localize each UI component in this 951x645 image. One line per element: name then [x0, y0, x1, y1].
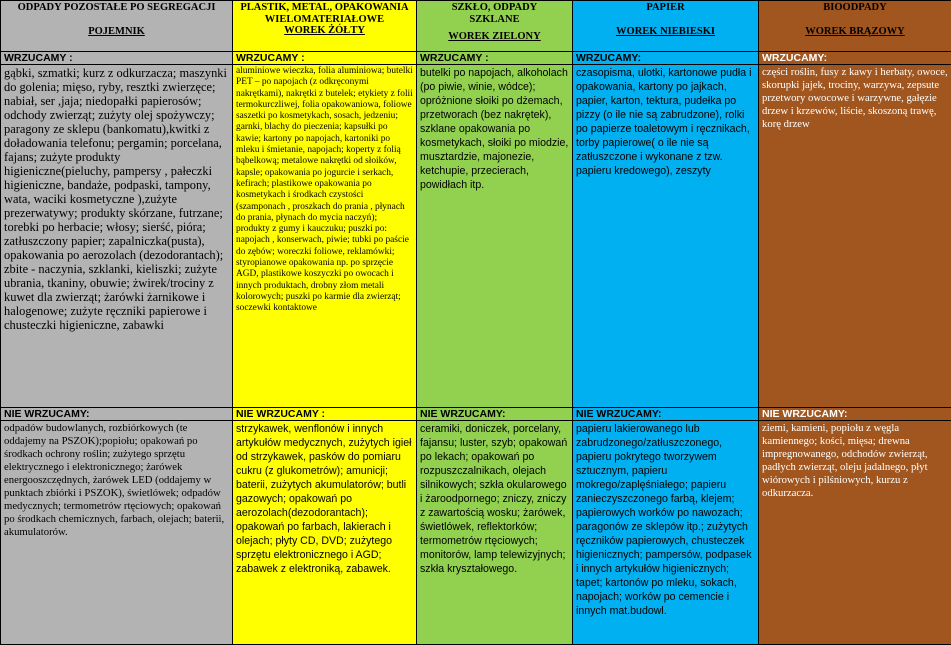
forbidden-glass: ceramiki, doniczek, porcelany, fajansu; luster, szyb; opakowań po lekach; opakowań po rozpuszczalnikach, olejach silnikowych; szkła okularowego i żaroodpornego; zniczy, zniczy z zawartością wosku; żarówek, świetlówek, reflektorków; termometrów rtęciowych; monitorów, lamp telewizyjnych; szkła kryształowego. [417, 421, 573, 645]
header-mixed-container: POJEMNIK [4, 26, 229, 38]
forbidden-row [1, 421, 951, 645]
allowed-glass: butelki po napojach, alkoholach (po piwie, winie, wódce); opróżnione słoiki po dżemach, przetworach (bez nakrętek), szklane opakowania po kosmetykach, słoiki po miodzie, musztardzie, majonezie, ketchupie, przecierach, powidłach itp. [417, 65, 573, 408]
header-bio-container: WOREK BRĄZOWY [762, 26, 948, 38]
header-plastic-title: PLASTIK, METAL, OPAKOWANIA WIELOMATERIAŁOWE [236, 2, 413, 25]
header-glass [417, 1, 573, 52]
forbidden-paper: papieru lakierowanego lub zabrudzonego/zatłuszczonego, papieru pokrytego tworzywem sztucznym, papieru mokrego/zaplęśniałego; papieru zanieczyszczonego farbą, klejem; papierowych worków po nawozach; paragonów ze sklepów itp.; zużytych ręczników papierowych, chusteczek higienicznych; pampersów, podpasek i innych artykułów higienicznych; tapet; kartonów po mleku, sokach, napojach; worków po cemencie i innych mat.budowl. [573, 421, 759, 645]
header-bio [759, 1, 951, 52]
header-paper-container: WOREK NIEBIESKI [576, 26, 755, 38]
header-paper [573, 1, 759, 52]
allowed-mixed: gąbki, szmatki; kurz z odkurzacza; maszynki do golenia; mięso, ryby, resztki zwierzęce; nabiał, ser ,jaja; niedopałki papierosów; odchody zwierząt; zużyty olej spożywczy; paragony ze sklepu (bankomatu),kwitki z doładowania telefonu; pergamin; porcelana, fajans; zużyte produkty higieniczne(pieluchy, pampersy , pałeczki higieniczne, bandaże, podpaski, tampony, wata, waciki kosmetyczne ),zużyte prezerwatywy; produkty skórzane, futrzane; torebki po herbacie; włosy; sierść, pióra; zatłuszczony papier; zapalniczka(pusta), opakowania po aerozolach (dezodorantach); zbite - naczynia, szklanki, kieliszki; zużyte ubrania, tkaniny, obuwie; żwirek/trociny z kuwet dla zwierząt; żarówki żarnikowe i halogenowe; zużyte ręczniki papierowe i chusteczki higieniczne, zabawki [1, 65, 233, 408]
allowed-label-bio: WRZUCAMY: [759, 52, 951, 65]
forbidden-plastic: strzykawek, wenflonów i innych artykułów medycznych, zużytych igieł od strzykawek, pasków do pomiaru cukru (z glukometrów); amunicji; baterii, zużytych akumulatorów; butli gazowych; opakowań po aerozolach(dezodorantach); opakowań po farbach, lakierach i olejach; płyty CD, DVD; zużytego sprzętu elektronicznego i AGD; zabawek z elektroniką, zabawek. [233, 421, 417, 645]
allowed-label-paper: WRZUCAMY: [573, 52, 759, 65]
header-bio-title: BIOODPADY [762, 2, 948, 14]
forbidden-label-plastic: NIE WRZUCAMY : [233, 408, 417, 421]
header-mixed-title: ODPADY POZOSTAŁE PO SEGREGACJI [4, 2, 229, 14]
header-glass-title: SZKŁO, ODPADY SZKLANE [420, 2, 569, 25]
forbidden-label-glass: NIE WRZUCAMY: [417, 408, 573, 421]
allowed-paper: czasopisma, ulotki, kartonowe pudła i opakowania, kartony po jajkach, papier, karton, tektura, pudełka po pizzy (o ile nie są zabrudzone), rolki po papierze toaletowym i ręcznikach, torby papierowe( o ile nie są zatłuszczone i wykonane z tzw. papieru kredowego), zeszyty [573, 65, 759, 408]
forbidden-label-mixed: NIE WRZUCAMY: [1, 408, 233, 421]
allowed-label-row [1, 52, 951, 65]
forbidden-bio: ziemi, kamieni, popiołu z węgla kamiennego; kości, mięsa; drewna impregnowanego, odchodów zwierząt, padłych zwierząt, oleju jadalnego, płyt wiórowych i pilśniowych, kurzu z odkurzacza. [759, 421, 951, 645]
allowed-label-glass: WRZUCAMY : [417, 52, 573, 65]
forbidden-label-bio: NIE WRZUCAMY: [759, 408, 951, 421]
header-mixed [1, 1, 233, 52]
header-plastic-container: WOREK ŻÓŁTY [236, 25, 413, 37]
forbidden-label-paper: NIE WRZUCAMY: [573, 408, 759, 421]
allowed-row [1, 65, 951, 408]
allowed-plastic: aluminiowe wieczka, folia aluminiowa; butelki PET – po napojach (z odkręconymi nakrętkami), nakrętki z butelek; etykiety z folii termokurczliwej, folia opakowaniowa, foliowe saszetki po kosmetykach, sosach, jedzeniu; garnki, blachy do pieczenia; kapsułki po kawie; kartony po napojach, kartoniki po mleku i śmietanie, napojach; koperty z folią bąbelkową; metalowe nakrętki od słoików, kapsle; opakowania po jogurcie i serkach, kefirach; plastikowe opakowania po kosmetykach i środkach czystości (szamponach , proszkach do prania , płynach do prania, płynach do mycia naczyń); produkty z gumy i kauczuku; puszki po: napojach , konserwach, piwie; tubki po paście do zębów; woreczki foliowe, reklamówki; styropianowe opakowania np. po sprzęcie AGD, plastikowe koszyczki po owocach i innych produktach, drobny złom metali kolorowych; puszki po karmie dla zwierząt; soczewki kontaktowe [233, 65, 417, 408]
header-plastic [233, 1, 417, 52]
forbidden-mixed: odpadów budowlanych, rozbiórkowych (te oddajemy na PSZOK);popiołu; opakowań po środkach ochrony roślin; zużytego sprzętu elektrycznego i elektronicznego; żarówek energooszczędnych, żarówek LED (oddajemy w punktach zbiórki i PSZOK), świetlówek; odpadów medycznych; termometrów rtęciowych; opakowań po środkach chemicznych, farbach, olejach; baterii, akumulatorów. [1, 421, 233, 645]
header-glass-container: WOREK ZIELONY [420, 31, 569, 43]
header-row [1, 1, 951, 52]
header-paper-title: PAPIER [576, 2, 755, 14]
allowed-bio: części roślin, fusy z kawy i herbaty, owoce, skorupki jajek, trociny, warzywa, zepsute przetwory owocowe i warzywne, gałęzie drzew i krzewów, liście, skoszoną trawę, korę drzew [759, 65, 951, 408]
allowed-label-mixed: WRZUCAMY : [1, 52, 233, 65]
allowed-label-plastic: WRZUCAMY : [233, 52, 417, 65]
forbidden-label-row [1, 408, 951, 421]
